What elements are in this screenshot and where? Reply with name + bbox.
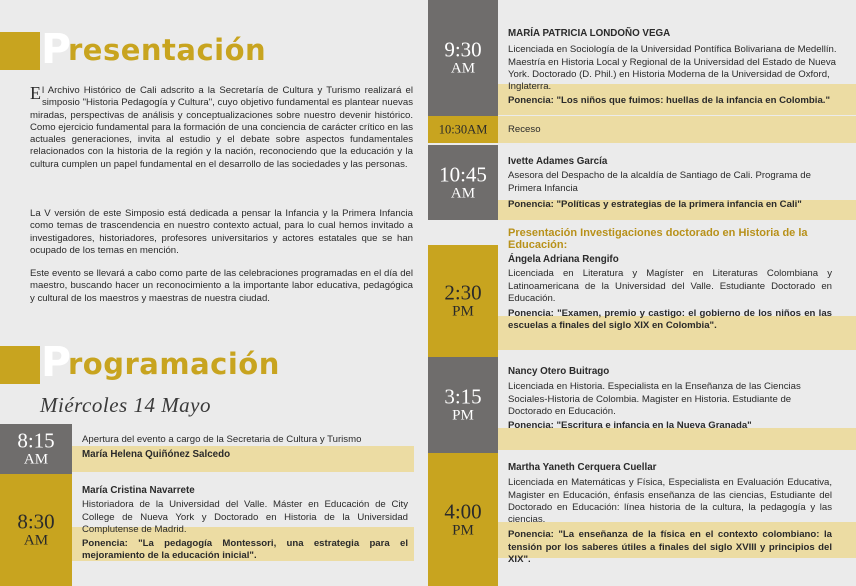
- agenda-ponencia: Ponencia: "La pedagogía Montessori, una estrategia para el mejoramiento de la educación inicial".: [82, 538, 408, 562]
- agenda-desc: Apertura del evento a cargo de la Secretaria de Cultura y Turismo: [82, 434, 362, 445]
- time-ampm: AM: [450, 185, 476, 201]
- agenda-ponencia: Ponencia: "Los niños que fuimos: huellas de la infancia en Colombia.": [508, 95, 831, 107]
- agenda-ponencia: Ponencia: "Examen, premio y castigo: el gobierno de los niños en las escuelas a finales del siglo XIX en Colombia".: [508, 308, 832, 332]
- agenda-ponencia: Ponencia: "La enseñanza de la física en el contexto colombiano: la tensión por los saberes útiles a finales del siglo XVIII y principios del XIX".: [508, 529, 832, 566]
- agenda-desc: Licenciada en Literatura y Magíster en Literaturas Colombiana y Latinoamericana de la Universidad del Valle. Estudiante Doctorado en Educación.: [508, 268, 832, 304]
- agenda-desc: Licenciada en Sociología de la Universidad Pontífica Bolivariana de Medellín. Maestría en Historia Local y Regional de la Universidad del Estado de Nueva York. Doctorado (D. Phil.) en Historia Moderna de la Universidad de Oxford, Inglaterra.: [508, 44, 837, 93]
- time-block-0315: [428, 357, 498, 453]
- agenda-speaker-name: Ángela Adriana Rengifo: [508, 254, 619, 265]
- agenda-desc: Historiadora de la Universidad del Valle. Máster en Educación de City College de Nueva York y Doctorado en Historia de la Universidad Complutense de Madrid.: [82, 499, 408, 535]
- receso-label: Receso: [508, 124, 541, 135]
- time-ampm: AM: [23, 532, 49, 549]
- time-hour: 3:15: [444, 384, 482, 409]
- time-ampm: PM: [452, 522, 474, 538]
- agenda-speaker-name: María Helena Quiñónez Salcedo: [82, 449, 231, 461]
- time-block-0815: [0, 424, 72, 474]
- agenda-item-0315: [508, 366, 832, 432]
- time-block-1045: [428, 145, 498, 220]
- presentacion-paragraph-1: [30, 85, 413, 171]
- time-hour: 9:30: [444, 37, 482, 62]
- presentacion-title-cap: P: [41, 25, 72, 73]
- time-block-0830: [0, 474, 72, 586]
- agenda-item-0400: [508, 462, 832, 566]
- time-ampm: AM: [23, 451, 49, 468]
- presentacion-paragraph-2: La V versión de este Simposio está dedicada a pensar la Infancia y la Primera Infancia como temas de trascendencia en nuestro contexto actual, para lo cual hemos invitado a investigadores, historiadores, profesores universitarios y actores estatales que se han ocupado de los temas en mención.: [30, 208, 413, 256]
- program-date: Miércoles 14 Mayo: [40, 393, 212, 417]
- paragraph-1-text: l Archivo Histórico de Cali adscrito a la Secretaría de Cultura y Turismo realizará el simposio "Historia Pedagogía y Cultura", cuyo objetivo fundamental es plantear nuevas miradas, perspectivas de análisis y conceptualizaciones sobre nuestro devenir histórico. Como ejercicio fundamental para la formación de una conciencia de carácter crítico en las actuales generaciones, invita al estudio y el debate sobre aspectos fundamentales relacionados con la historia de la región y la nación, reconociendo que la educación y la cultura cumplen un papel fundamental en el desarrollo de las sociedades y las personas.: [30, 85, 413, 170]
- section-title-doctorado: Presentación Investigaciones doctorado en Historia de la Educación:: [508, 227, 808, 251]
- agenda-speaker-name: MARÍA PATRICIA LONDOÑO VEGA: [508, 28, 671, 39]
- programacion-title: rogramación: [68, 347, 280, 381]
- agenda-ponencia: Ponencia: "Escritura e infancia en la Nueva Granada": [508, 420, 752, 432]
- time-ampm: PM: [452, 303, 474, 320]
- time-hour: 10:45: [439, 162, 487, 186]
- time-hour: 2:30: [444, 280, 482, 305]
- agenda-desc: Licenciada en Matemáticas y Física, Especialista en Evaluación Educativa, Magister en Educación, énfasis enseñanza de las ciencias, Estudiante del Doctorado en Educación: línea historia de la cultura, la pedagogía y las ciencias.: [508, 477, 832, 526]
- time-hour: 4:00: [444, 499, 482, 523]
- presentacion-paragraph-3: Este evento se llevará a cabo como parte de las celebraciones programadas en el día del maestro, buscando hacer un reconocimiento a la importante labor educativa, pedagógica y cultural de los maestros y maestras de nuestra ciudad.: [30, 268, 413, 304]
- agenda-item-0230: [508, 254, 832, 333]
- agenda-item-0930: [508, 28, 844, 108]
- time-hour: 8:15: [17, 428, 55, 453]
- time-ampm: PM: [452, 407, 474, 424]
- time-block-receso: [428, 116, 498, 143]
- agenda-speaker-name: Ivette Adames García: [508, 156, 608, 167]
- agenda-item-0815: [82, 434, 412, 462]
- presentacion-title: resentación: [68, 33, 267, 67]
- time-block-0230: [428, 245, 498, 357]
- agenda-item-1045: [508, 156, 844, 211]
- presentacion-heading-bar: [0, 32, 40, 70]
- dropcap-letter: E: [30, 83, 41, 103]
- programacion-title-cap: P: [41, 338, 72, 386]
- agenda-speaker-name: María Cristina Navarrete: [82, 485, 195, 496]
- agenda-speaker-name: Nancy Otero Buitrago: [508, 366, 610, 377]
- time-block-0400: [428, 453, 498, 586]
- agenda-ponencia: Ponencia: "Políticas y estrategias de la primera infancia en Cali": [508, 198, 802, 210]
- agenda-desc: Asesora del Despacho de la alcaldía de Santiago de Cali. Programa de Primera Infancia: [508, 170, 811, 194]
- time-hour: 8:30: [17, 509, 55, 534]
- receso-band: [498, 116, 856, 143]
- agenda-desc: Licenciada en Historia. Especialista en la Enseñanza de las Ciencias Sociales-Historia de Colombia. Magister en Historia. Estudiante de Doctorado en Educación.: [508, 381, 801, 417]
- programacion-heading-bar: [0, 346, 40, 384]
- agenda-item-0830: [82, 485, 408, 563]
- agenda-speaker-name: Martha Yaneth Cerquera Cuellar: [508, 462, 657, 473]
- receso-time: 10:30AM: [438, 122, 488, 136]
- time-block-0930: [428, 0, 498, 116]
- time-ampm: AM: [450, 60, 476, 77]
